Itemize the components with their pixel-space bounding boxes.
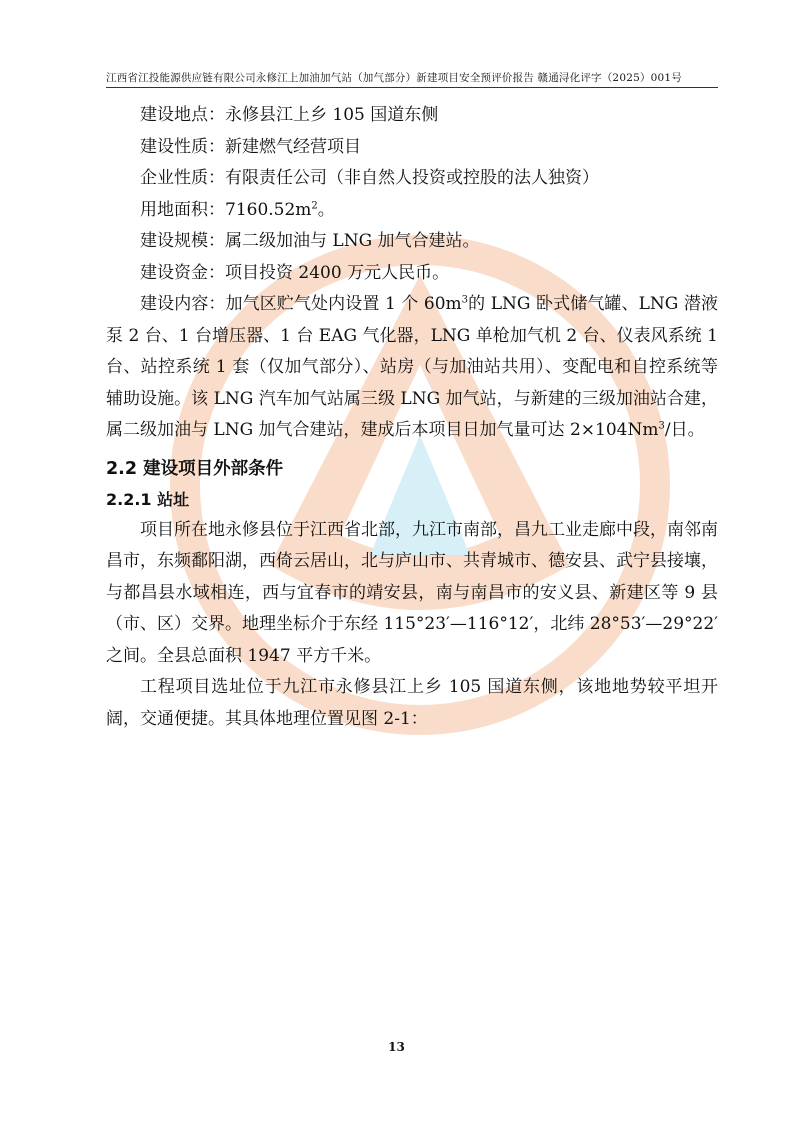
- field-location: 建设地点：永修县江上乡 105 国道东侧: [140, 105, 439, 125]
- subsection-heading: 2.2.1 站址: [106, 489, 190, 509]
- site-description-paragraph: 项目所在地永修县位于江西省北部，九江市南部，昌九工业走廊中段，南邻南昌市，东频鄱阳湖，西倚云居山，北与庐山市、共青城市、德安县、武宁县接壤，与都昌县水域相连，西与宜春市的靖安县，南与南昌市的安义县、新建区等 9 县（市、区）交界。地理坐标介于东经 115°23′—116°12′，北纬 28°53′—29°22′之间。全县总面积 1947 平方千米。: [106, 519, 718, 666]
- site-location-paragraph: 工程项目选址位于九江市永修县江上乡 105 国道东侧，该地地势较平坦开阔，交通便捷。其具体地理位置见图 2-1：: [106, 677, 718, 729]
- page-header: 江西省江投能源供应链有限公司永修江上加油加气站（加气部分）新建项目安全预评价报告 赣通浔化评字（2025）001号: [106, 72, 682, 84]
- field-nature: 建设性质：新建燃气经营项目: [140, 136, 361, 157]
- construction-content: 建设内容：加气区贮气处内设置 1 个 $60m^3$的 LNG 卧式储气罐、LNG 潜液泵 2 台、1 台增压器、1 台 EAG 气化器，LNG 单枪加气机 2 台、仪表风系统 1 台、站控系统 1 套（仅加气部分）、站房（与加油站共用）、变配电和自控系统等辅助设施。该 LNG 汽车加气站属三级 LNG 加气站，与新建的三级加油站合建，属二级加油与 LNG 加气合建站，建成后本项目日加气量可达 $2\times 104Nm^3/$日。: [106, 294, 719, 440]
- page-number: 13: [388, 1040, 405, 1054]
- section-heading: 2.2 建设项目外部条件: [106, 458, 284, 479]
- header-divider: [106, 87, 718, 88]
- field-scale: 建设规模：属二级加油与 LNG 加气合建站。: [140, 231, 480, 251]
- field-land-area: 用地面积：$7160.52m^2$。: [140, 199, 335, 220]
- field-investment: 建设资金：项目投资 2400 万元人民币。: [140, 262, 450, 283]
- field-enterprise-type: 企业性质：有限责任公司（非自然人投资或控股的法人独资）: [140, 168, 599, 188]
- document-body: [106, 100, 718, 735]
